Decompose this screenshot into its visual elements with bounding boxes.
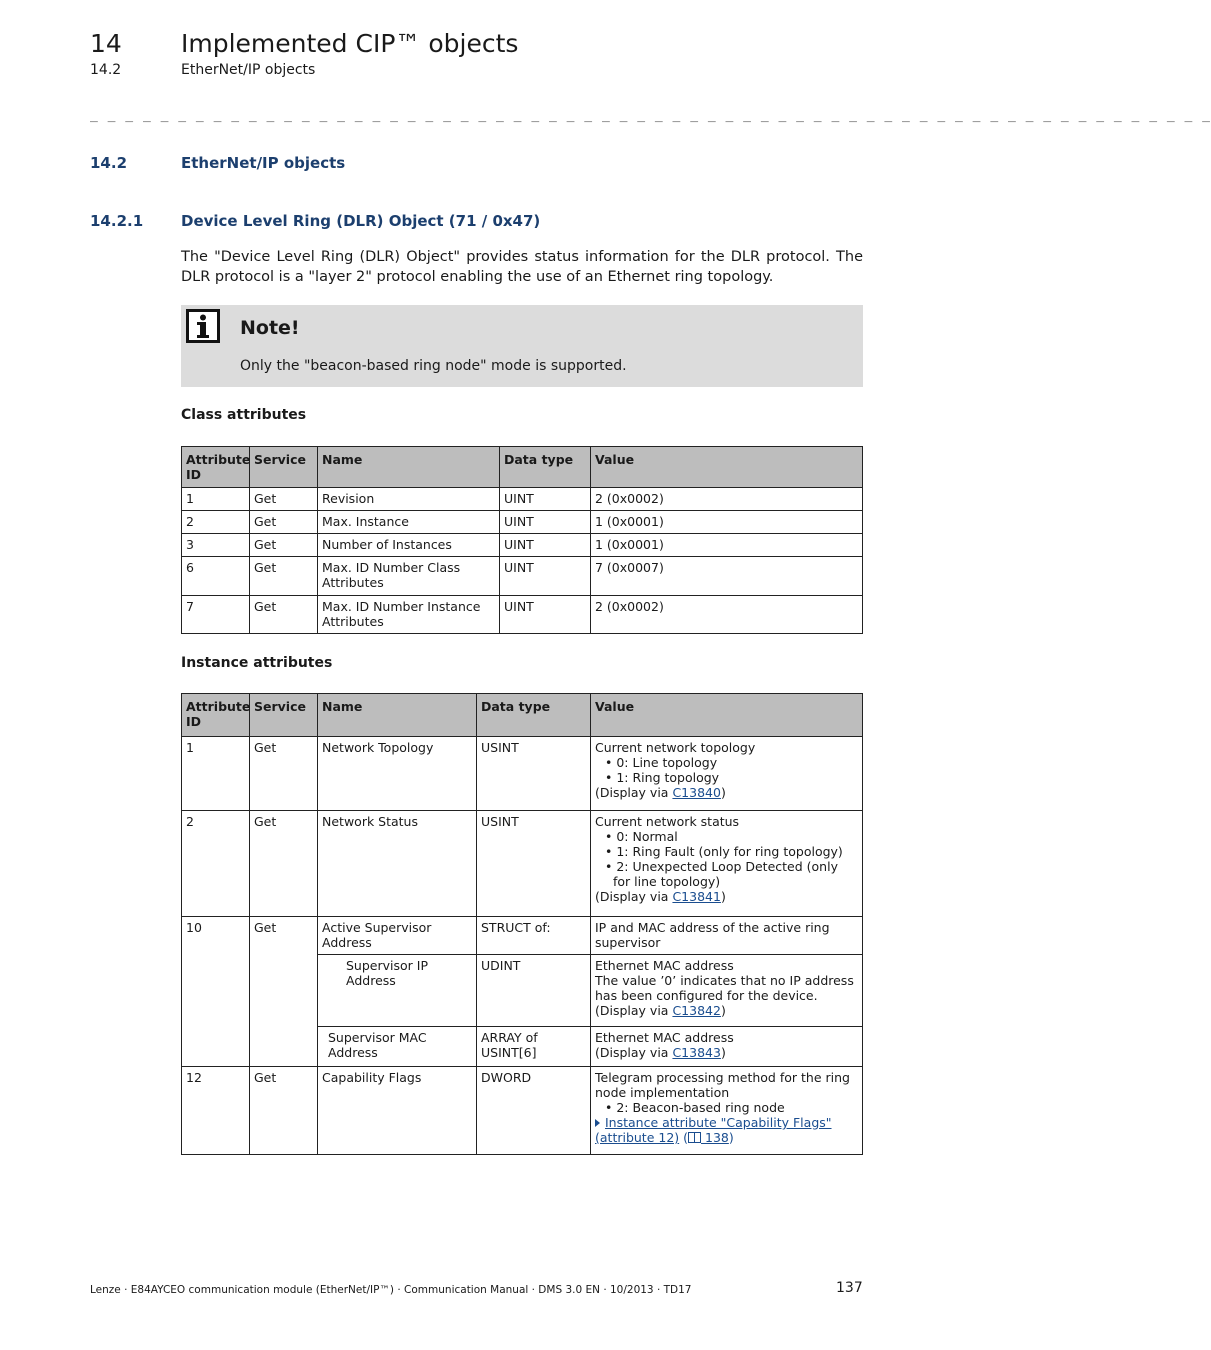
table-row (182, 1027, 863, 1067)
value-line: The value ’0’ indicates that no IP address has been configured for the device. (595, 973, 854, 1003)
cell-name: Max. ID Number Instance Attributes (318, 596, 500, 634)
header-service: Service (250, 447, 318, 488)
cell-value (591, 1027, 863, 1067)
cell-value: 1 (0x0001) (591, 534, 863, 557)
instance-attributes-table (181, 693, 863, 1155)
cell-id: 2 (182, 511, 250, 534)
display-prefix: (Display via (595, 889, 673, 904)
page-ref-link[interactable] (688, 1130, 729, 1145)
book-icon (688, 1132, 701, 1143)
value-line: Telegram processing method for the ring node implementation (595, 1070, 850, 1100)
cell-type: USINT (477, 811, 591, 917)
header-value: Value (591, 694, 863, 737)
value-bullet: • 0: Line topology (605, 755, 718, 770)
cell-type: STRUCT of: (477, 917, 591, 955)
link-capability-flags[interactable]: Instance attribute "Capability Flags" (attribute 12) (595, 1115, 832, 1145)
cell-id: 6 (182, 557, 250, 596)
chapter-number: 14 (90, 29, 122, 58)
footer-text: Lenze · E84AYCEO communication module (EtherNet/IP™) · Communication Manual · DMS 3.0 EN · 10/2013 · TD17 (90, 1284, 692, 1296)
cell-value (591, 1067, 863, 1155)
display-suffix: ) (720, 1045, 726, 1060)
display-prefix: (Display via (595, 785, 673, 800)
table-row (182, 534, 863, 557)
header-data-type: Data type (500, 447, 591, 488)
table-row (182, 811, 863, 917)
cell-value (591, 811, 863, 917)
note-title: Note! (240, 317, 300, 339)
cell-type: UINT (500, 534, 591, 557)
table-row (182, 488, 863, 511)
cell-id: 7 (182, 596, 250, 634)
intro-paragraph: The "Device Level Ring (DLR) Object" provides status information for the DLR protocol. The DLR protocol is a "layer 2" protocol enabling the use of an Ethernet ring topology. (181, 249, 863, 285)
value-bullet: • 2: Unexpected Loop Detected (only for line topology) (605, 859, 838, 889)
instance-attributes-label: Instance attributes (181, 655, 333, 671)
table-header-row (182, 447, 863, 488)
cell-name: Network Topology (318, 737, 477, 811)
cell-id: 1 (182, 488, 250, 511)
cell-type: UINT (500, 511, 591, 534)
link-c13841[interactable]: C13841 (672, 889, 721, 904)
value-bullet: • 1: Ring topology (605, 770, 720, 785)
page-ref-suffix: ) (728, 1130, 734, 1145)
display-line (595, 889, 858, 904)
cell-name: Network Status (318, 811, 477, 917)
display-line (595, 1045, 858, 1060)
table-row (182, 955, 863, 1027)
page-number: 137 (836, 1280, 863, 1296)
cell-type: DWORD (477, 1067, 591, 1155)
value-line: Ethernet MAC address (595, 1030, 734, 1045)
cell-name: Max. ID Number Class Attributes (318, 557, 500, 596)
value-line: Current network topology (595, 740, 756, 755)
cell-id (182, 1027, 250, 1067)
header-attribute-id: Attribute ID (182, 694, 250, 737)
cell-id: 2 (182, 811, 250, 917)
cell-value (591, 737, 863, 811)
cell-name: Max. Instance (318, 511, 500, 534)
header-data-type: Data type (477, 694, 591, 737)
cell-service: Get (250, 596, 318, 634)
table-row (182, 557, 863, 596)
value-bullet: • 0: Normal (605, 829, 678, 844)
link-c13843[interactable]: C13843 (672, 1045, 721, 1060)
cell-service: Get (250, 917, 318, 955)
cell-service: Get (250, 488, 318, 511)
cell-value: 2 (0x0002) (591, 488, 863, 511)
table-row (182, 737, 863, 811)
cell-id (182, 955, 250, 1027)
cell-type: ARRAY of USINT[6] (477, 1027, 591, 1067)
cell-service: Get (250, 557, 318, 596)
chapter-title: Implemented CIP™ objects (181, 29, 519, 58)
cell-type: UINT (500, 557, 591, 596)
cell-name: Supervisor MAC Address (318, 1027, 477, 1067)
cell-type: USINT (477, 737, 591, 811)
header-service: Service (250, 694, 318, 737)
arrow-right-icon (595, 1119, 600, 1127)
value-bullet: • 1: Ring Fault (only for ring topology) (605, 844, 843, 859)
cell-service: Get (250, 534, 318, 557)
table-row (182, 596, 863, 634)
cell-service: Get (250, 811, 318, 917)
link-c13840[interactable]: C13840 (672, 785, 721, 800)
cell-service: Get (250, 737, 318, 811)
note-box (181, 305, 863, 387)
table-row (182, 1067, 863, 1155)
cell-value: IP and MAC address of the active ring supervisor (591, 917, 863, 955)
display-line (595, 785, 858, 800)
class-attributes-label: Class attributes (181, 407, 307, 423)
value-bullet: • 2: Beacon-based ring node (605, 1100, 785, 1115)
cell-type: UDINT (477, 955, 591, 1027)
display-suffix: ) (720, 785, 726, 800)
table-row (182, 917, 863, 955)
table-header-row (182, 694, 863, 737)
cell-value: 1 (0x0001) (591, 511, 863, 534)
display-prefix: (Display via (595, 1045, 673, 1060)
display-suffix: ) (720, 889, 726, 904)
table-row (182, 511, 863, 534)
header-section-number: 14.2 (90, 62, 122, 78)
cell-id: 3 (182, 534, 250, 557)
display-line (595, 1003, 858, 1018)
header-attribute-id: Attribute ID (182, 447, 250, 488)
cell-name: Revision (318, 488, 500, 511)
cell-name: Capability Flags (318, 1067, 477, 1155)
cell-service: Get (250, 1067, 318, 1155)
link-c13842[interactable]: C13842 (672, 1003, 721, 1018)
cell-service (250, 955, 318, 1027)
class-attributes-table (181, 446, 863, 634)
header-separator: _ _ _ _ _ _ _ _ _ _ _ _ _ _ _ _ _ _ _ _ _ _ _ _ _ _ _ _ _ _ _ _ _ _ _ _ _ _ _ _ _ _ _ _ _ _ _ _ _ _ _ _ _ _ _ _ _ _ _ _ _ _ _ _ (90, 108, 1211, 123)
cell-value: 2 (0x0002) (591, 596, 863, 634)
page-ref-number: 138 (701, 1130, 729, 1145)
cell-value (591, 955, 863, 1027)
cell-service: Get (250, 511, 318, 534)
cell-type: UINT (500, 488, 591, 511)
header-section-title: EtherNet/IP objects (181, 62, 316, 78)
value-line: Current network status (595, 814, 740, 829)
cell-id: 10 (182, 917, 250, 955)
info-icon (186, 309, 220, 343)
page-ref-prefix: ( (679, 1130, 689, 1145)
cell-id: 1 (182, 737, 250, 811)
header-name: Name (318, 447, 500, 488)
display-suffix: ) (720, 1003, 726, 1018)
subsection-title: Device Level Ring (DLR) Object (71 / 0x47) (181, 212, 541, 230)
section-number: 14.2 (90, 154, 128, 172)
header-value: Value (591, 447, 863, 488)
section-title: EtherNet/IP objects (181, 154, 346, 172)
value-line: Ethernet MAC address (595, 958, 734, 973)
cell-type: UINT (500, 596, 591, 634)
cell-value: 7 (0x0007) (591, 557, 863, 596)
header-name: Name (318, 694, 477, 737)
display-prefix: (Display via (595, 1003, 673, 1018)
cell-service (250, 1027, 318, 1067)
cell-id: 12 (182, 1067, 250, 1155)
cell-name: Supervisor IP Address (318, 955, 477, 1027)
cell-name: Number of Instances (318, 534, 500, 557)
note-text: Only the "beacon-based ring node" mode is supported. (240, 358, 627, 374)
subsection-number: 14.2.1 (90, 212, 144, 230)
cell-name: Active Supervisor Address (318, 917, 477, 955)
cross-reference (595, 1115, 858, 1145)
